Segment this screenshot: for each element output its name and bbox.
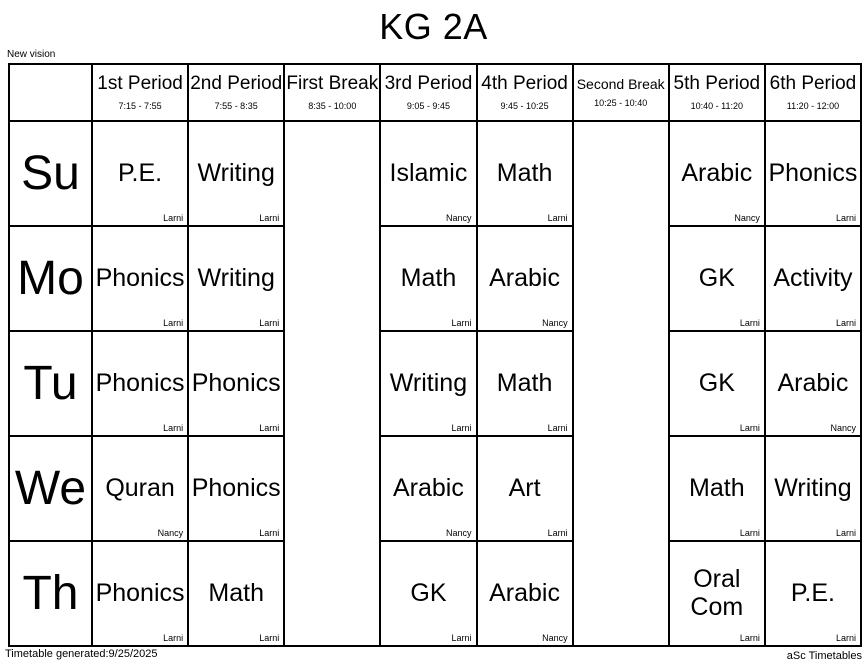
teacher-label: Larni — [547, 528, 568, 538]
period-header-2 — [188, 64, 284, 121]
column-time: 7:55 - 8:35 — [214, 100, 258, 111]
subject-label: Writing — [774, 473, 852, 502]
lesson-cell — [765, 541, 861, 646]
day-row-th — [9, 541, 861, 646]
subject-label: Writing — [389, 368, 468, 397]
teacher-label: Larni — [835, 633, 856, 643]
lesson-cell — [477, 331, 573, 436]
teacher-label: Larni — [259, 318, 280, 328]
subject-label: GK — [698, 263, 735, 292]
day-row-su — [9, 121, 861, 226]
subject-label: Math — [400, 263, 457, 292]
footer-brand-label: aSc Timetables — [786, 650, 862, 662]
day-row-tu — [9, 331, 861, 436]
teacher-label: Larni — [739, 528, 760, 538]
teacher-label: Nancy — [542, 318, 568, 328]
column-time: 7:15 - 7:55 — [118, 100, 162, 111]
break-header-3 — [284, 64, 380, 121]
teacher-label: Larni — [259, 633, 280, 643]
day-cell-tu: Tu — [9, 331, 92, 436]
teacher-label: Nancy — [157, 528, 184, 538]
footer-generated-label: Timetable generated:9/25/2025 — [5, 648, 158, 660]
column-time: 10:40 - 11:20 — [690, 100, 743, 111]
page-title: KG 2A — [379, 6, 488, 47]
lesson-cell — [669, 436, 765, 541]
subject-label: Phonics — [191, 473, 281, 502]
lesson-cell — [669, 226, 765, 331]
teacher-label: Larni — [451, 423, 472, 433]
subject-label: Activity — [773, 263, 853, 292]
teacher-label: Nancy — [830, 423, 856, 433]
subject-label: Islamic — [389, 158, 468, 187]
timetable — [8, 63, 862, 647]
lesson-cell — [92, 331, 188, 436]
teacher-label: Larni — [451, 318, 472, 328]
column-label: 3rd Period — [384, 73, 473, 95]
lesson-cell — [669, 331, 765, 436]
period-header-1 — [92, 64, 188, 121]
lesson-cell — [92, 436, 188, 541]
subject-label: Phonics — [191, 368, 281, 397]
column-label: First Break — [286, 73, 379, 95]
timetable-body — [9, 64, 861, 646]
teacher-label: Larni — [163, 633, 184, 643]
day-cell-mo: Mo — [9, 226, 92, 331]
subject-label: Writing — [197, 158, 275, 187]
lesson-cell — [477, 226, 573, 331]
header-row — [9, 64, 861, 121]
subject-label: Arabic — [681, 158, 753, 187]
teacher-label: Nancy — [445, 528, 472, 538]
school-name-label: New vision — [7, 49, 56, 60]
lesson-cell — [765, 436, 861, 541]
lesson-cell — [92, 226, 188, 331]
teacher-label: Larni — [739, 423, 760, 433]
subject-label: P.E. — [118, 158, 163, 187]
lesson-cell — [477, 436, 573, 541]
subject-label: Phonics — [95, 578, 185, 607]
lesson-cell — [92, 121, 188, 226]
column-time: 8:35 - 10:00 — [308, 100, 357, 111]
teacher-label: Larni — [259, 423, 280, 433]
lesson-cell — [188, 226, 284, 331]
column-label: 5th Period — [673, 73, 761, 95]
day-row-we — [9, 436, 861, 541]
teacher-label: Larni — [739, 318, 760, 328]
period-header-5 — [477, 64, 573, 121]
lesson-cell — [765, 121, 861, 226]
subject-label: Math — [208, 578, 264, 607]
lesson-cell — [380, 331, 476, 436]
subject-label: Quran — [105, 473, 175, 502]
lesson-cell — [380, 541, 476, 646]
subject-label: Math — [496, 158, 553, 187]
subject-label: Phonics — [95, 263, 185, 292]
column-label: 1st Period — [97, 73, 183, 95]
subject-label: Math — [496, 368, 553, 397]
subject-label: Arabic — [489, 263, 560, 292]
teacher-label: Larni — [835, 213, 856, 223]
teacher-label: Nancy — [445, 213, 472, 223]
day-cell-su: Su — [9, 121, 92, 226]
teacher-label: Larni — [547, 213, 568, 223]
period-header-7 — [669, 64, 765, 121]
teacher-label: Larni — [835, 528, 856, 538]
column-time: 9:05 - 9:45 — [406, 100, 450, 111]
break-column-3 — [284, 121, 380, 646]
teacher-label: Larni — [451, 633, 472, 643]
column-label: Second Break — [576, 75, 665, 92]
subject-label: Writing — [197, 263, 275, 292]
lesson-cell — [669, 121, 765, 226]
subject-label: GK — [410, 578, 447, 607]
teacher-label: Larni — [163, 318, 184, 328]
day-cell-we: We — [9, 436, 92, 541]
subject-label: Phonics — [768, 158, 858, 187]
teacher-label: Larni — [739, 633, 760, 643]
column-time: 11:20 - 12:00 — [786, 100, 840, 111]
subject-label: Arabic — [489, 578, 560, 607]
lesson-cell — [380, 121, 476, 226]
period-header-8 — [765, 64, 861, 121]
lesson-cell — [380, 226, 476, 331]
lesson-cell — [669, 541, 765, 646]
lesson-cell — [477, 541, 573, 646]
subject-label: Arabic — [777, 368, 849, 397]
day-row-mo — [9, 226, 861, 331]
column-label: 6th Period — [769, 73, 857, 95]
teacher-label: Larni — [259, 528, 280, 538]
lesson-cell — [380, 436, 476, 541]
subject-label: Phonics — [95, 368, 185, 397]
column-time: 10:25 - 10:40 — [594, 98, 648, 109]
lesson-cell — [188, 331, 284, 436]
lesson-cell — [765, 226, 861, 331]
column-time: 9:45 - 10:25 — [500, 100, 549, 111]
subject-label: P.E. — [790, 578, 835, 607]
teacher-label: Nancy — [734, 213, 760, 223]
lesson-cell — [92, 541, 188, 646]
column-label: 4th Period — [481, 73, 568, 95]
subject-label: GK — [698, 368, 735, 397]
teacher-label: Nancy — [542, 633, 568, 643]
break-header-6 — [573, 64, 669, 121]
lesson-cell — [188, 121, 284, 226]
teacher-label: Larni — [835, 318, 856, 328]
break-column-6 — [573, 121, 669, 646]
teacher-label: Larni — [163, 213, 184, 223]
corner-cell — [9, 64, 92, 121]
lesson-cell — [188, 541, 284, 646]
column-label: 2nd Period — [190, 73, 283, 95]
subject-label: Arabic — [393, 473, 464, 502]
lesson-cell — [188, 436, 284, 541]
day-cell-th: Th — [9, 541, 92, 646]
lesson-cell — [765, 331, 861, 436]
teacher-label: Larni — [163, 423, 184, 433]
teacher-label: Larni — [547, 423, 568, 433]
lesson-cell — [477, 121, 573, 226]
subject-label: Art — [508, 473, 541, 502]
subject-label: Oral Com — [690, 565, 744, 621]
period-header-4 — [380, 64, 476, 121]
subject-label: Math — [689, 473, 745, 502]
teacher-label: Larni — [259, 213, 280, 223]
